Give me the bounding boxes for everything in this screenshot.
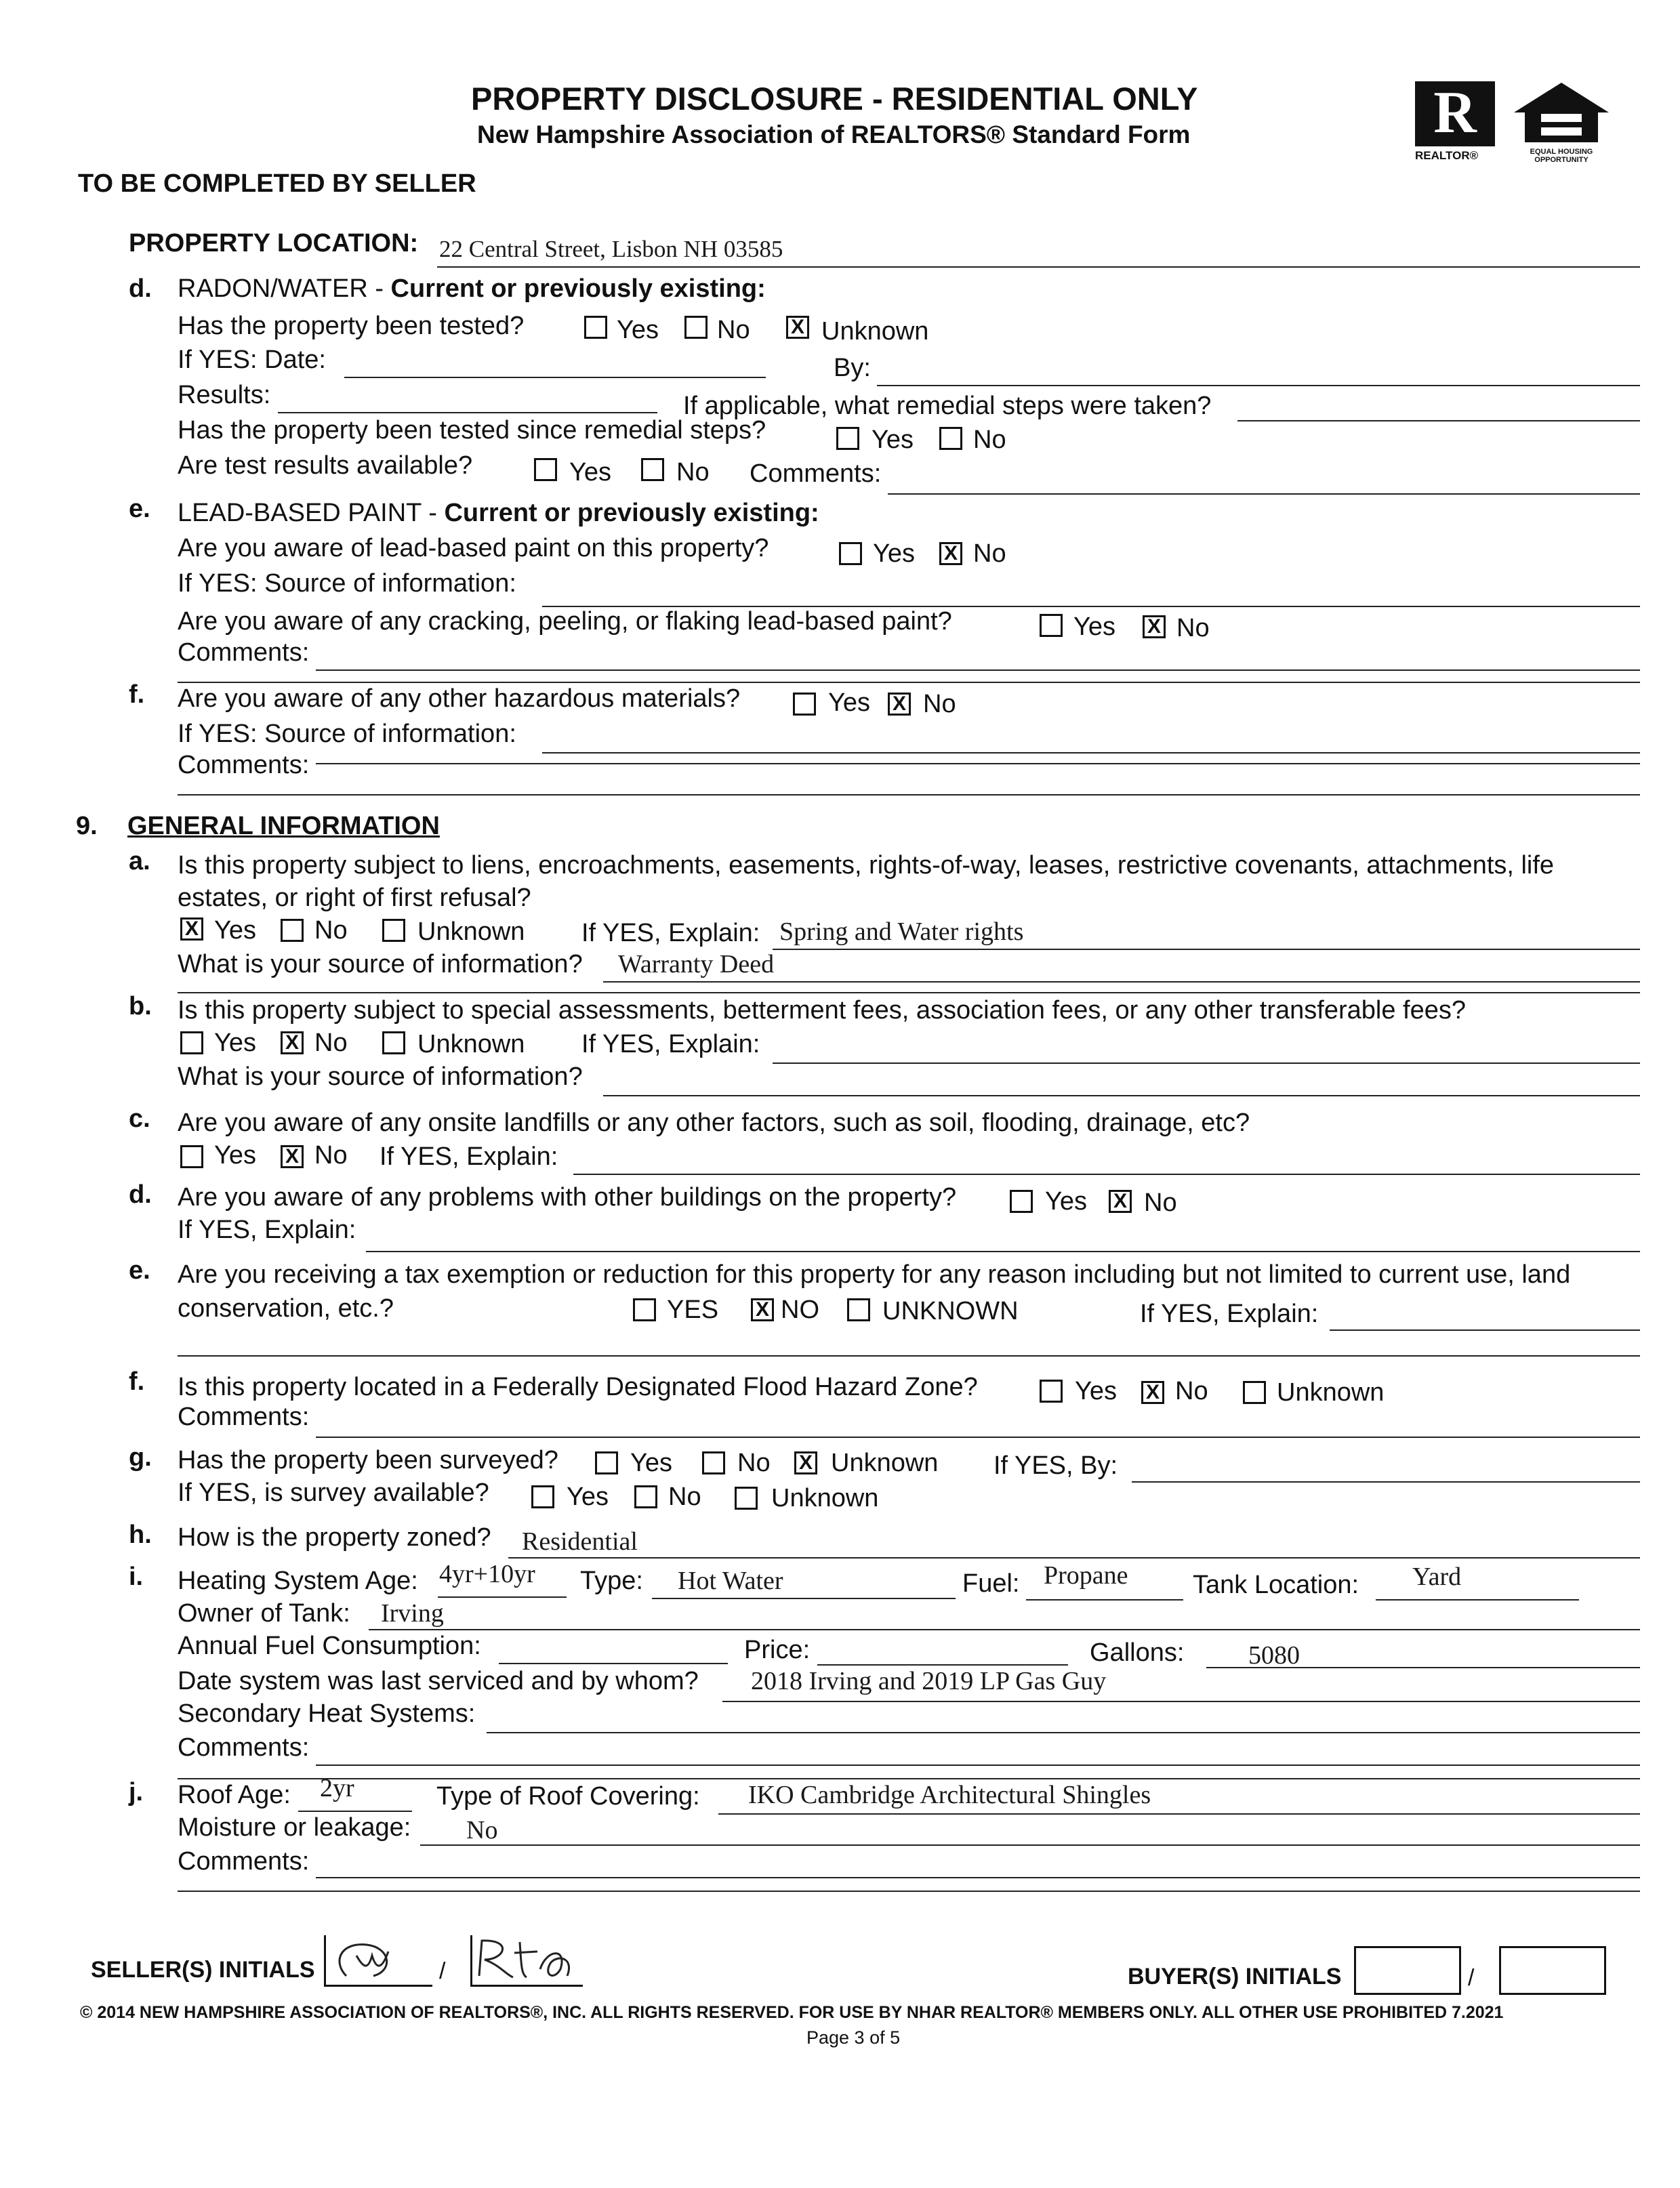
hazardous-yes-checkbox[interactable] <box>793 693 816 716</box>
survey-avail-unknown-label: Unknown <box>771 1484 879 1512</box>
section-d-letter: d. <box>129 274 152 303</box>
buyer-initials-label: BUYER(S) INITIALS <box>1128 1964 1342 1989</box>
flood-comments-line <box>316 1437 1640 1438</box>
landfills-yes-label: Yes <box>214 1141 256 1170</box>
fuel-gallons-label: Gallons: <box>1090 1638 1185 1667</box>
seller-signature-1 <box>326 1935 428 1984</box>
equal-housing-caption: EQUAL HOUSING OPPORTUNITY <box>1530 148 1593 164</box>
roof-age-line <box>298 1811 412 1812</box>
heating-type-label: Type: <box>580 1567 643 1595</box>
tank-owner-line <box>369 1629 1640 1630</box>
general-i-letter: i. <box>129 1563 144 1591</box>
buildings-no-checkbox[interactable]: X <box>1109 1190 1132 1213</box>
general-title: GENERAL INFORMATION <box>127 812 440 840</box>
radon-results-line <box>278 412 657 413</box>
general-number: 9. <box>76 812 98 840</box>
lead-aware-no-label: No <box>973 539 1006 568</box>
general-j-letter: j. <box>129 1778 144 1807</box>
assessments-explain-line <box>773 1062 1640 1064</box>
hazardous-comments-line <box>316 763 1640 764</box>
heating-fuel-line <box>1026 1599 1183 1601</box>
tank-location-value: Yard <box>1412 1563 1462 1591</box>
property-location-label: PROPERTY LOCATION: <box>129 229 419 257</box>
heating-age-value: 4yr+10yr <box>439 1560 535 1588</box>
landfills-question: Are you aware of any onsite landfills or any other factors, such as soil, flooding, drainage, etc? <box>178 1109 1250 1137</box>
radon-tested-yes-checkbox[interactable] <box>584 316 607 339</box>
section-d-title-bold: Current or previously existing: <box>390 274 766 303</box>
landfills-explain-label: If YES, Explain: <box>380 1142 558 1171</box>
liens-yes-checkbox[interactable]: X <box>180 917 203 941</box>
section-f-letter: f. <box>129 680 145 709</box>
liens-question-line1: Is this property subject to liens, encroachments, easements, rights-of-way, leases, restrictive covenants, attachments, life <box>178 851 1555 880</box>
hazardous-no-label: No <box>923 690 956 718</box>
radon-avail-yes-label: Yes <box>569 458 611 487</box>
lead-comments-line-2 <box>178 682 1640 683</box>
tank-owner-label: Owner of Tank: <box>178 1599 350 1628</box>
secondary-heat-label: Secondary Heat Systems: <box>178 1699 476 1728</box>
buyer-initials-box-1[interactable] <box>1354 1946 1461 1995</box>
assessments-yes-label: Yes <box>214 1029 256 1057</box>
lead-aware-question: Are you aware of lead-based paint on this property? <box>178 534 769 562</box>
lead-cracking-question: Are you aware of any cracking, peeling, or flaking lead-based paint? <box>178 607 952 636</box>
assessments-question: Is this property subject to special assessments, betterment fees, association fees, or any other transferable fees? <box>178 996 1466 1025</box>
liens-divider <box>178 992 1640 993</box>
liens-source-value: Warranty Deed <box>618 950 775 978</box>
roof-age-label: Roof Age: <box>178 1781 291 1809</box>
flood-comments-label: Comments: <box>178 1403 310 1431</box>
realtor-caption: REALTOR® <box>1415 149 1479 162</box>
radon-since-yes-label: Yes <box>872 426 914 454</box>
liens-unknown-checkbox[interactable] <box>382 919 405 942</box>
fuel-consumption-label: Annual Fuel Consumption: <box>178 1632 481 1660</box>
radon-if-yes-date-label: If YES: Date: <box>178 346 326 374</box>
surveyed-no-checkbox[interactable] <box>702 1451 725 1474</box>
landfills-no-label: No <box>314 1141 348 1170</box>
flood-no-label: No <box>1175 1377 1208 1405</box>
buyer-initials-box-2[interactable] <box>1499 1946 1606 1995</box>
surveyed-by-label: If YES, By: <box>993 1451 1118 1480</box>
liens-question-line2: estates, or right of first refusal? <box>178 884 531 912</box>
surveyed-yes-label: Yes <box>630 1449 672 1477</box>
liens-source-label: What is your source of information? <box>178 950 583 978</box>
assessments-unknown-label: Unknown <box>417 1030 525 1058</box>
flood-question: Is this property located in a Federally Designated Flood Hazard Zone? <box>178 1373 978 1401</box>
survey-avail-no-label: No <box>668 1483 701 1511</box>
flood-no-checkbox[interactable]: X <box>1141 1381 1164 1404</box>
radon-avail-no-label: No <box>676 458 710 487</box>
radon-results-available-question: Are test results available? <box>178 451 473 480</box>
house-icon <box>1507 80 1616 145</box>
radon-avail-yes-checkbox[interactable] <box>534 458 557 481</box>
hazardous-comments-line-2 <box>178 794 1640 796</box>
surveyed-no-label: No <box>737 1449 771 1477</box>
lead-cracking-no-checkbox[interactable]: X <box>1143 615 1166 638</box>
heating-fuel-label: Fuel: <box>962 1569 1020 1598</box>
radon-since-no-label: No <box>973 426 1006 454</box>
hazardous-yes-label: Yes <box>828 688 870 717</box>
buildings-yes-checkbox[interactable] <box>1010 1190 1033 1213</box>
buildings-explain-line <box>366 1251 1640 1252</box>
general-d-letter: d. <box>129 1180 152 1209</box>
radon-tested-question: Has the property been tested? <box>178 312 525 340</box>
lead-aware-yes-checkbox[interactable] <box>839 542 862 565</box>
assessments-source-label: What is your source of information? <box>178 1062 583 1091</box>
general-g-letter: g. <box>129 1443 152 1472</box>
flood-unknown-label: Unknown <box>1277 1378 1385 1407</box>
buildings-explain-label: If YES, Explain: <box>178 1216 356 1244</box>
heating-comments-line-2 <box>178 1778 1640 1779</box>
radon-tested-yes-label: Yes <box>617 316 659 344</box>
serviced-value: 2018 Irving and 2019 LP Gas Guy <box>751 1667 1107 1695</box>
seller-initials-label: SELLER(S) INITIALS <box>91 1957 315 1983</box>
radon-tested-no-label: No <box>717 316 750 344</box>
radon-avail-no-checkbox[interactable] <box>641 458 664 481</box>
landfills-yes-checkbox[interactable] <box>180 1145 203 1168</box>
copyright-notice: © 2014 NEW HAMPSHIRE ASSOCIATION OF REALTORS®, INC. ALL RIGHTS RESERVED. FOR USE BY NHAR REALTOR® MEMBERS ONLY. ALL OTHER USE PROHIBITED 7.2021 <box>80 2003 1504 2022</box>
radon-date-line <box>344 377 766 378</box>
tax-explain-line <box>1330 1329 1640 1331</box>
realtor-logo <box>1415 81 1495 161</box>
fuel-price-label: Price: <box>744 1636 811 1664</box>
assessments-no-label: No <box>314 1029 348 1057</box>
form-subtitle: New Hampshire Association of REALTORS® Standard Form <box>477 121 1191 148</box>
radon-comments-line <box>888 493 1640 495</box>
surveyed-question: Has the property been surveyed? <box>178 1446 558 1474</box>
heating-age-line <box>438 1596 567 1598</box>
hazardous-comments-label: Comments: <box>178 751 310 779</box>
general-a-letter: a. <box>129 847 150 875</box>
tax-question-line2: conservation, etc.? <box>178 1294 394 1323</box>
roof-covering-line <box>718 1813 1640 1815</box>
heating-comments-line <box>316 1764 1640 1766</box>
assessments-source-line <box>603 1095 1640 1096</box>
secondary-heat-line <box>487 1732 1640 1733</box>
lead-comments-label: Comments: <box>178 638 310 667</box>
hazardous-no-checkbox[interactable]: X <box>888 693 911 716</box>
buildings-no-label: No <box>1144 1189 1177 1217</box>
general-e-letter: e. <box>129 1256 150 1285</box>
flood-unknown-checkbox[interactable] <box>1243 1381 1266 1404</box>
tax-question-line1: Are you receiving a tax exemption or reduction for this property for any reason including but not limited to current use, land <box>178 1260 1571 1289</box>
lead-cracking-yes-checkbox[interactable] <box>1040 614 1063 637</box>
general-h-letter: h. <box>129 1521 152 1549</box>
survey-avail-yes-label: Yes <box>567 1483 609 1511</box>
fuel-gallons-value: 5080 <box>1248 1641 1300 1670</box>
liens-no-label: No <box>314 916 348 945</box>
assessments-unknown-checkbox[interactable] <box>382 1031 405 1054</box>
tank-location-line <box>1376 1599 1579 1601</box>
radon-by-label: By: <box>834 354 871 382</box>
roof-comments-line <box>316 1877 1640 1878</box>
property-location-value: 22 Central Street, Lisbon NH 03585 <box>439 236 783 262</box>
lead-cracking-no-label: No <box>1176 614 1210 642</box>
tax-unknown-label: UNKNOWN <box>882 1297 1019 1325</box>
zoned-line <box>508 1557 1640 1559</box>
section-e-title-plain: LEAD-BASED PAINT - <box>178 499 445 527</box>
radon-by-line <box>877 385 1640 386</box>
hazardous-source-line <box>542 752 1640 754</box>
property-location-line <box>437 266 1640 268</box>
radon-results-label: Results: <box>178 381 271 409</box>
fuel-price-line <box>817 1664 1068 1666</box>
survey-available-question: If YES, is survey available? <box>178 1479 489 1507</box>
hazardous-question: Are you aware of any other hazardous materials? <box>178 684 741 713</box>
general-c-letter: c. <box>129 1105 150 1133</box>
surveyed-unknown-label: Unknown <box>831 1449 939 1477</box>
radon-remedial-question: If applicable, what remedial steps were taken? <box>683 392 1212 420</box>
tax-no-label: NO <box>781 1296 819 1324</box>
radon-tested-no-checkbox[interactable] <box>684 316 708 339</box>
seller-initials-slash: / <box>439 1958 446 1984</box>
section-e-letter: e. <box>129 495 150 523</box>
tank-location-label: Tank Location: <box>1193 1571 1359 1599</box>
tax-no-checkbox[interactable]: X <box>751 1298 774 1321</box>
realtor-logo-letter: R <box>1433 80 1477 146</box>
section-d-title-plain: RADON/WATER - <box>178 274 391 303</box>
assessments-yes-checkbox[interactable] <box>180 1031 203 1054</box>
seller-initials-box-2[interactable] <box>470 1935 583 1987</box>
heating-type-value: Hot Water <box>678 1567 783 1595</box>
section-e-title <box>178 500 819 526</box>
heating-fuel-value: Propane <box>1044 1561 1128 1590</box>
lead-cracking-yes-label: Yes <box>1073 613 1115 641</box>
radon-since-no-checkbox[interactable] <box>939 427 962 450</box>
surveyed-by-line <box>1132 1481 1640 1483</box>
serviced-line <box>722 1701 1640 1702</box>
roof-covering-label: Type of Roof Covering: <box>436 1782 700 1811</box>
surveyed-yes-checkbox[interactable] <box>595 1451 618 1474</box>
equal-housing-logo <box>1507 80 1616 164</box>
radon-tested-unknown-label: Unknown <box>821 317 929 346</box>
lead-aware-no-checkbox[interactable]: X <box>939 542 962 565</box>
tank-owner-value: Irving <box>381 1599 444 1628</box>
serviced-label: Date system was last serviced and by whom? <box>178 1667 699 1695</box>
landfills-no-checkbox[interactable]: X <box>281 1145 304 1168</box>
buildings-question: Are you aware of any problems with other buildings on the property? <box>178 1183 957 1212</box>
heating-age-label: Heating System Age: <box>178 1567 418 1595</box>
tax-yes-checkbox[interactable] <box>633 1298 656 1321</box>
heating-type-line <box>652 1598 956 1599</box>
lead-comments-line <box>316 669 1640 671</box>
radon-tested-since-question: Has the property been tested since remedial steps? <box>178 416 766 445</box>
flood-yes-label: Yes <box>1075 1377 1117 1405</box>
roof-comments-label: Comments: <box>178 1847 310 1876</box>
moisture-value: No <box>466 1816 498 1844</box>
completed-by-label: TO BE COMPLETED BY SELLER <box>78 169 476 198</box>
liens-explain-line <box>773 949 1640 950</box>
zoned-question: How is the property zoned? <box>178 1523 491 1552</box>
tax-explain-label: If YES, Explain: <box>1140 1300 1319 1328</box>
liens-explain-value: Spring and Water rights <box>779 917 1024 946</box>
lead-source-label: If YES: Source of information: <box>178 569 516 598</box>
survey-avail-unknown-checkbox[interactable] <box>735 1487 758 1510</box>
radon-tested-unknown-checkbox[interactable]: X <box>786 316 809 339</box>
fuel-consumption-line <box>499 1663 728 1664</box>
radon-since-yes-checkbox[interactable] <box>836 427 859 450</box>
seller-signature-2 <box>472 1935 581 1984</box>
heating-comments-label: Comments: <box>178 1733 310 1762</box>
roof-comments-line-2 <box>178 1891 1640 1892</box>
flood-yes-checkbox[interactable] <box>1040 1380 1063 1403</box>
assessments-explain-label: If YES, Explain: <box>581 1030 760 1058</box>
tax-explain-line-2 <box>178 1355 1640 1357</box>
section-e-title-bold: Current or previously existing: <box>444 499 819 527</box>
liens-explain-label: If YES, Explain: <box>581 919 760 947</box>
form-title: PROPERTY DISCLOSURE - RESIDENTIAL ONLY <box>471 81 1198 117</box>
fuel-gallons-line <box>1206 1667 1640 1668</box>
buyer-initials-slash: / <box>1468 1965 1475 1991</box>
hazardous-source-label: If YES: Source of information: <box>178 720 516 748</box>
page-number: Page 3 of 5 <box>806 2027 901 2048</box>
zoned-value: Residential <box>522 1527 638 1556</box>
seller-initials-box-1[interactable] <box>324 1935 432 1987</box>
radon-remedial-line <box>1237 420 1640 421</box>
moisture-line <box>420 1844 1640 1846</box>
roof-age-value: 2yr <box>320 1774 354 1802</box>
roof-covering-value: IKO Cambridge Architectural Shingles <box>748 1781 1151 1809</box>
tax-unknown-checkbox[interactable] <box>847 1298 870 1321</box>
landfills-explain-line <box>573 1174 1640 1175</box>
buildings-yes-label: Yes <box>1045 1187 1087 1216</box>
lead-aware-yes-label: Yes <box>873 539 915 568</box>
radon-comments-label: Comments: <box>750 459 882 488</box>
assessments-no-checkbox[interactable]: X <box>281 1031 304 1054</box>
general-b-letter: b. <box>129 992 152 1020</box>
moisture-label: Moisture or leakage: <box>178 1813 411 1842</box>
survey-avail-no-checkbox[interactable] <box>634 1485 657 1508</box>
liens-no-checkbox[interactable] <box>281 919 304 942</box>
tax-yes-label: YES <box>667 1296 719 1324</box>
surveyed-unknown-checkbox[interactable]: X <box>794 1451 817 1474</box>
liens-source-line <box>603 981 1640 983</box>
liens-yes-label: Yes <box>214 916 256 945</box>
section-d-title <box>178 276 766 302</box>
liens-unknown-label: Unknown <box>417 917 525 946</box>
general-f-letter: f. <box>129 1367 145 1396</box>
survey-avail-yes-checkbox[interactable] <box>531 1485 554 1508</box>
